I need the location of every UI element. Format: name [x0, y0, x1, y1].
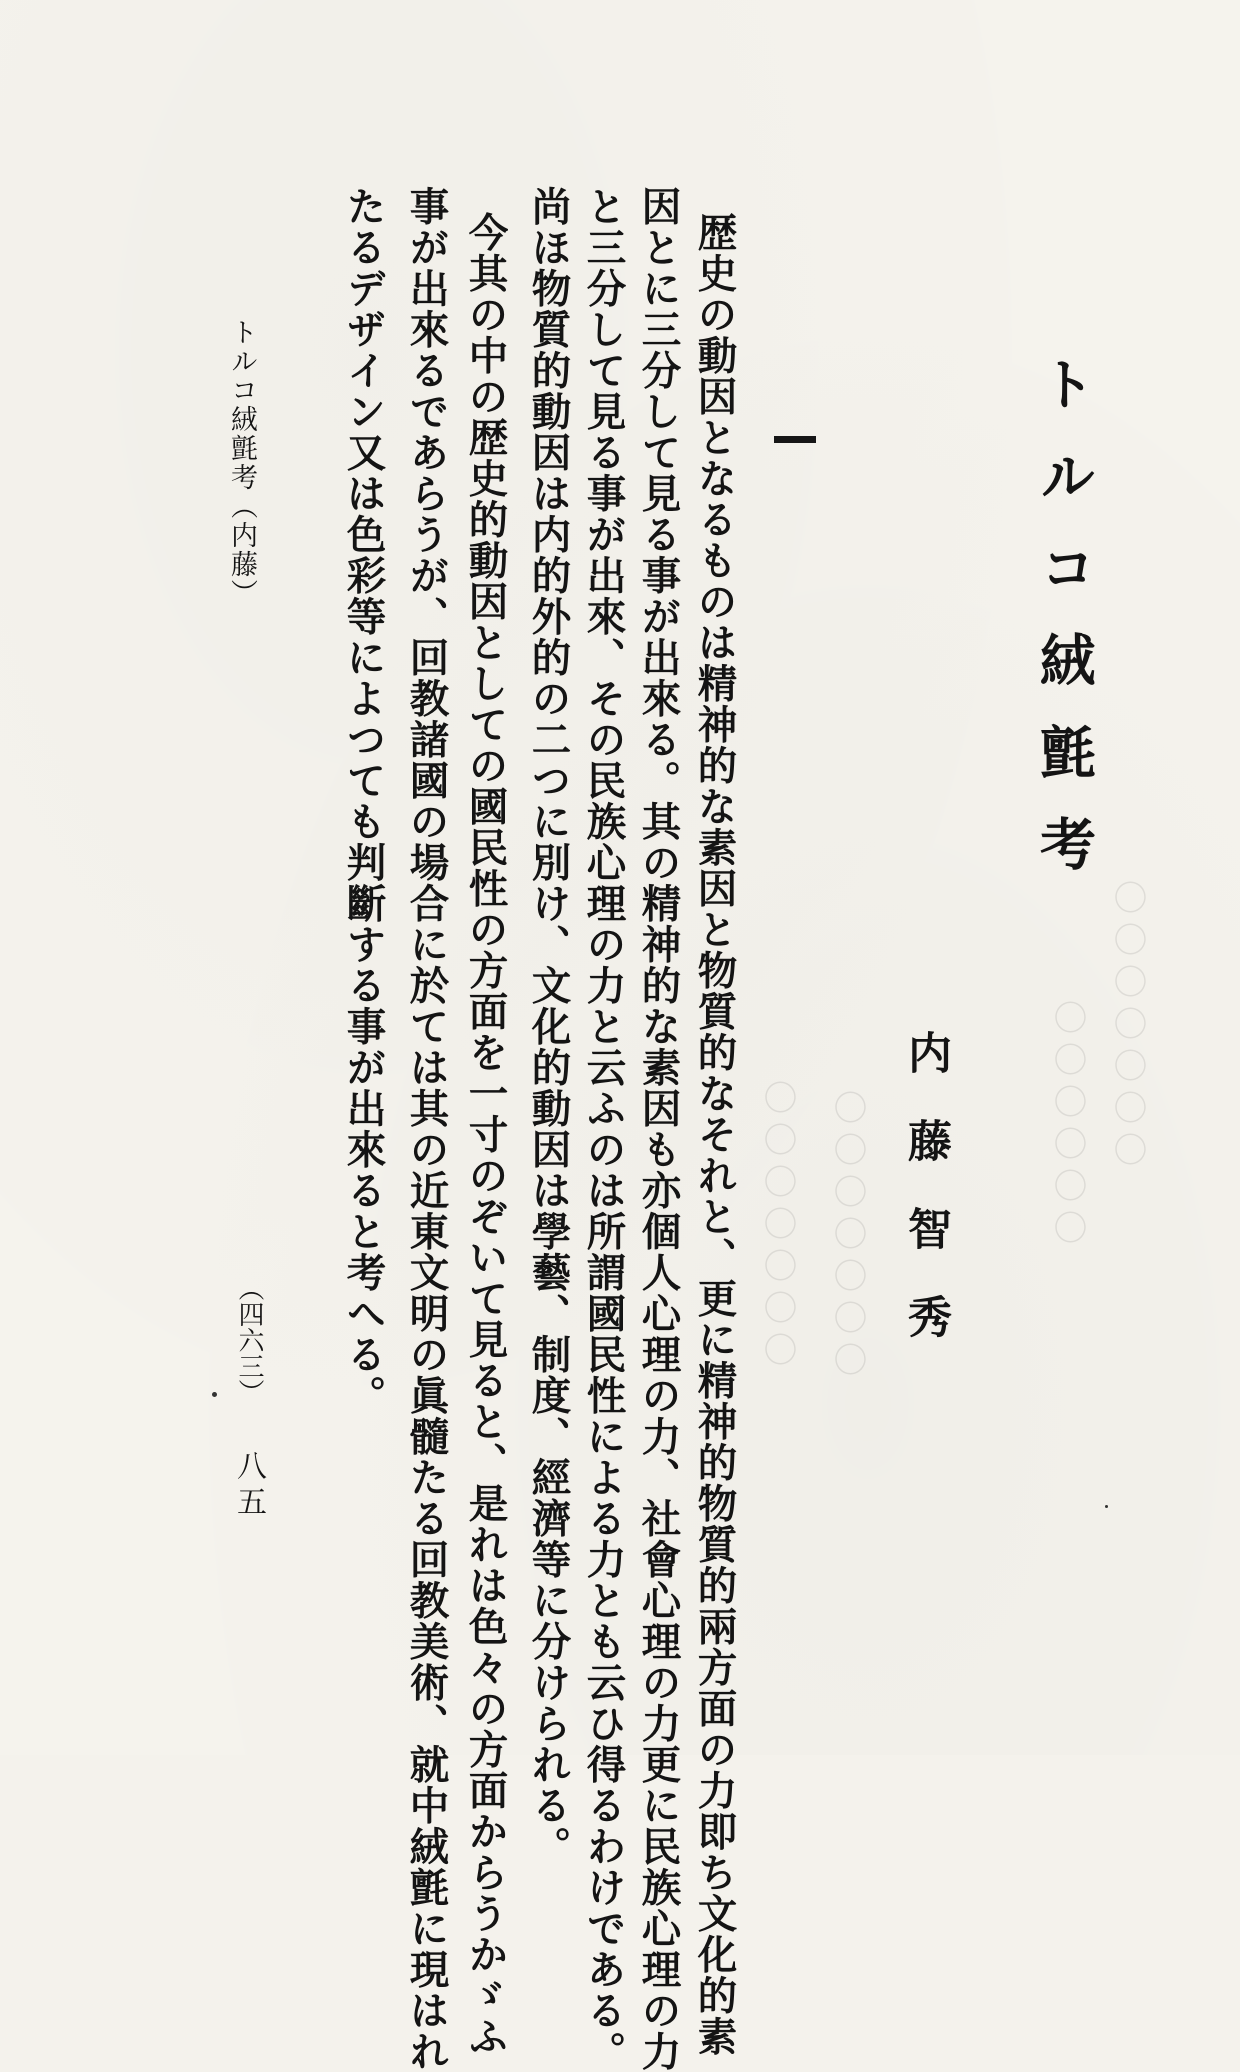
body-line-2: 因とに三分して見る事が出來る。其の精神的な素因も亦個人心理の力、社會心理の力更に民族心理の力 — [635, 186, 682, 2072]
body-line-6: 事が出來るであらうが、回教諸國の場合に於ては其の近東文明の眞髓たる回教美術、就中絨氈に現はれ — [403, 186, 450, 2072]
body-line-4: 尚ほ物質的動因は内的外的の二つに別け、文化的動因は學藝、制度、經濟等に分けられる。 — [525, 186, 572, 1867]
running-title: トルコ絨氈考（内藤） — [226, 318, 257, 608]
page-number: 八五 — [231, 1450, 266, 1522]
ink-speck — [212, 1392, 217, 1397]
volume-page-number: （四六三） — [234, 1275, 264, 1405]
body-line-5: 今其の中の歴史的動因としての國民性の方面を一寸のぞいて見ると、是れは色々の方面からうかゞふ — [462, 212, 509, 2057]
bleed-through-text: 〇〇〇〇〇〇〇 — [757, 1080, 797, 1374]
author-name: 内藤智秀 — [900, 1030, 951, 1382]
bleed-through-text: 〇〇〇〇〇〇〇 — [1107, 880, 1147, 1174]
bleed-through-text: 〇〇〇〇〇〇 — [1047, 1000, 1087, 1252]
body-line-1: 歴史の動因となるものは精神的な素因と物質的なそれと、更に精神的物質的兩方面の力即ち文化的素 — [691, 212, 738, 2057]
article-title: トルコ絨氈考 — [1031, 355, 1097, 907]
ink-speck — [1105, 1505, 1108, 1508]
section-number — [774, 436, 816, 443]
bleed-through-text: 〇〇〇〇〇〇〇 — [827, 1090, 867, 1384]
body-line-3: と三分して見る事が出來、その民族心理の力と云ふのは所謂國民性による力とも云ひ得るわけである。 — [580, 186, 627, 2072]
body-line-7: たるデザイン又は色彩等によつても判斷する事が出來ると考へる。 — [340, 186, 387, 1416]
